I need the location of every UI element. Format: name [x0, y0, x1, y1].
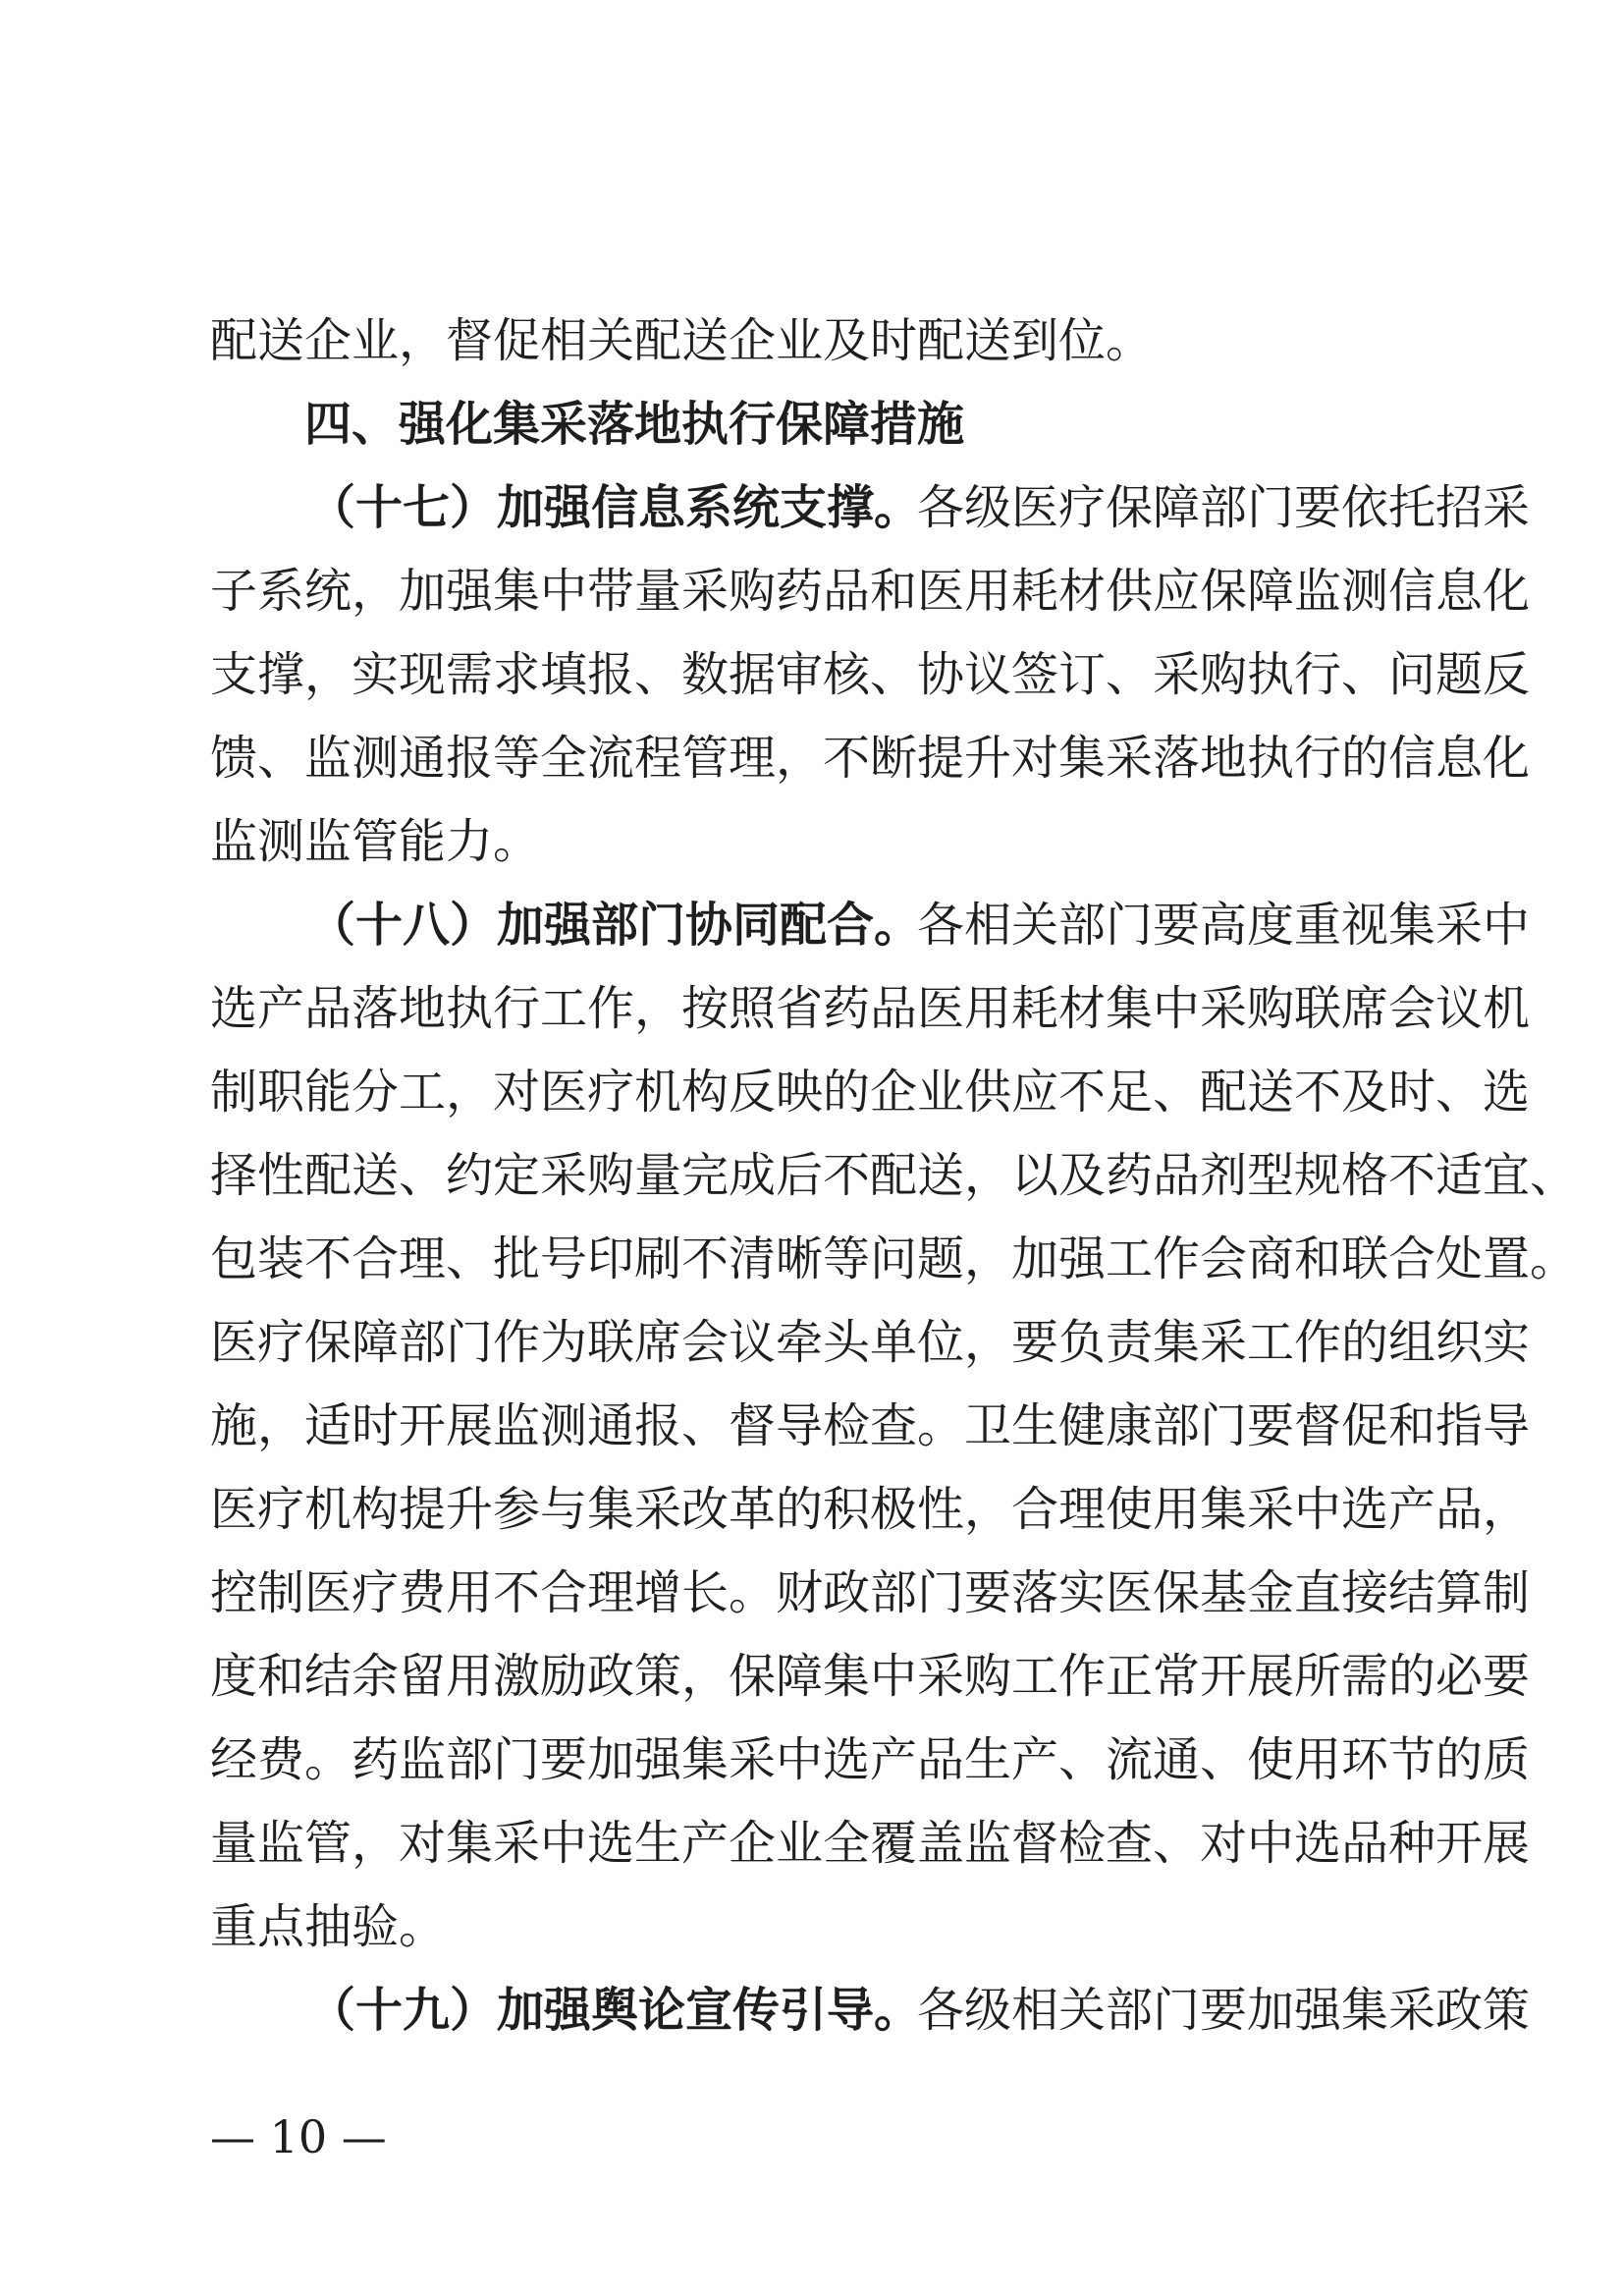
- body-text: 各相关部门要高度重视集采中: [917, 898, 1531, 953]
- item-heading: （十九）加强舆论宣传引导。: [308, 1983, 922, 2038]
- section-heading: 四、强化集采落地执行保障措施: [304, 397, 965, 452]
- body-text: 施，适时开展监测通报、督导检查。卫生健康部门要督促和指导: [210, 1398, 1531, 1453]
- body-text: 配送企业，督促相关配送企业及时配送到位。: [210, 313, 1154, 368]
- body-text: 医疗保障部门作为联席会议牵头单位，要负责集采工作的组织实: [210, 1315, 1531, 1370]
- paragraph-line: [0, 1136, 1623, 1215]
- page-number: — 10 —: [210, 2110, 387, 2163]
- body-text: 包装不合理、批号印刷不清晰等问题，加强工作会商和联合处置。: [210, 1231, 1578, 1286]
- body-text: 子系统，加强集中带量采购药品和医用耗材供应保障监测信息化: [210, 564, 1531, 619]
- paragraph-line: [0, 1470, 1623, 1549]
- item-heading: （十七）加强信息系统支撑。: [308, 480, 922, 535]
- paragraph-line: [0, 1887, 1623, 1966]
- paragraph-line: [0, 1303, 1623, 1382]
- body-text: 支撑，实现需求填报、数据审核、协议签订、采购执行、问题反: [210, 647, 1531, 702]
- paragraph-line: [0, 1387, 1623, 1465]
- paragraph-line: [0, 719, 1623, 797]
- item-heading: （十八）加强部门协同配合。: [308, 898, 922, 953]
- body-text: 制职能分工，对医疗机构反映的企业供应不足、配送不及时、选: [210, 1065, 1531, 1120]
- paragraph-line: [0, 1554, 1623, 1632]
- body-text: 择性配送、约定采购量完成后不配送，以及药品剂型规格不适宜、: [210, 1148, 1578, 1203]
- body-text: 度和结余留用激励政策，保障集中采购工作正常开展所需的必要: [210, 1649, 1531, 1704]
- paragraph-line: [0, 1220, 1623, 1298]
- paragraph-line: [0, 552, 1623, 630]
- paragraph-line: [0, 1804, 1623, 1883]
- body-text: 监测监管能力。: [210, 814, 541, 869]
- body-text: 量监管，对集采中选生产企业全覆盖监督检查、对中选品种开展: [210, 1816, 1531, 1871]
- body-text: 经费。药监部门要加强集采中选产品生产、流通、使用环节的质: [210, 1732, 1531, 1787]
- paragraph-line: [0, 969, 1623, 1048]
- paragraph-line: [0, 1971, 1623, 2050]
- paragraph-line: [0, 468, 1623, 547]
- section-heading-line: [0, 385, 1623, 464]
- paragraph-line: [0, 1721, 1623, 1799]
- paragraph-line: [0, 1637, 1623, 1716]
- paragraph-line: [0, 635, 1623, 714]
- paragraph-line: [0, 1053, 1623, 1131]
- body-text: 馈、监测通报等全流程管理，不断提升对集采落地执行的信息化: [210, 731, 1531, 786]
- paragraph-line: [0, 301, 1623, 380]
- paragraph-line: [0, 802, 1623, 881]
- body-text: 控制医疗费用不合理增长。财政部门要落实医保基金直接结算制: [210, 1565, 1531, 1620]
- body-text: 选产品落地执行工作，按照省药品医用耗材集中采购联席会议机: [210, 981, 1531, 1036]
- body-text: 各级医疗保障部门要依托招采: [917, 480, 1531, 535]
- paragraph-line: [0, 886, 1623, 964]
- body-text: 各级相关部门要加强集采政策: [917, 1983, 1531, 2038]
- body-text: 医疗机构提升参与集采改革的积极性，合理使用集采中选产品，: [210, 1482, 1531, 1537]
- body-text: 重点抽验。: [210, 1899, 447, 1954]
